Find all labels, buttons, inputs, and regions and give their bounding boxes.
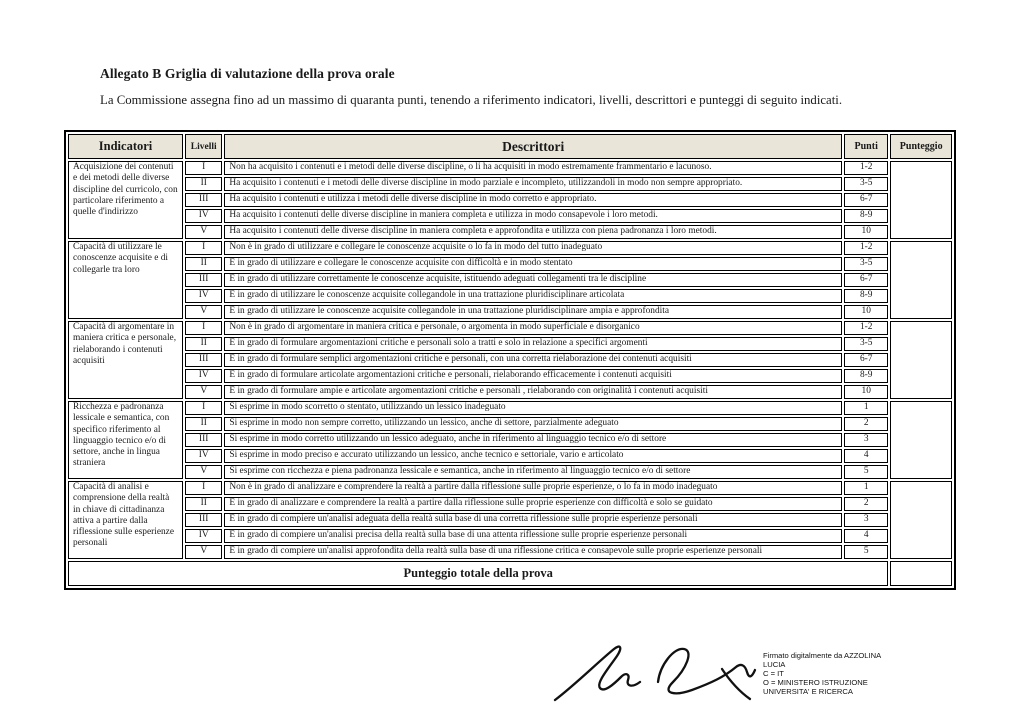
level-cell: IV: [185, 529, 222, 543]
punti-cell: 8-9: [844, 369, 888, 383]
descriptor-cell: Ha acquisito i contenuti delle diverse discipline in maniera completa e utilizza in modo consapevole i loro metodi.: [224, 209, 842, 223]
level-cell: V: [185, 225, 222, 239]
indicator-cell: Acquisizione dei contenuti e dei metodi delle diverse discipline del curricolo, con particolare riferimento a quelle d'indirizzo: [68, 161, 183, 239]
punti-cell: 1-2: [844, 161, 888, 175]
punteggio-cell: [890, 161, 952, 239]
level-cell: V: [185, 465, 222, 479]
punti-cell: 5: [844, 465, 888, 479]
descriptor-cell: Si esprime in modo scorretto o stentato, utilizzando un lessico inadeguato: [224, 401, 842, 415]
level-cell: I: [185, 321, 222, 335]
signature-line: LUCIA: [763, 660, 786, 670]
punti-cell: 3: [844, 433, 888, 447]
descriptor-cell: È in grado di formulare argomentazioni critiche e personali solo a tratti e solo in relazione a specifici argomenti: [224, 337, 842, 351]
table-row: [68, 273, 952, 287]
level-cell: I: [185, 481, 222, 495]
punti-cell: 3-5: [844, 257, 888, 271]
table-row: [68, 289, 952, 303]
table-row: [68, 465, 952, 479]
signature-line: O = MINISTERO ISTRUZIONE: [763, 678, 868, 688]
descriptor-cell: Si esprime con ricchezza e piena padronanza lessicale e semantica, anche in riferimento al linguaggio tecnico e/o di settore: [224, 465, 842, 479]
level-cell: I: [185, 241, 222, 255]
punti-cell: 10: [844, 305, 888, 319]
punti-cell: 1-2: [844, 241, 888, 255]
descriptor-cell: Ha acquisito i contenuti e utilizza i metodi delle diverse discipline in modo corretto e appropriato.: [224, 193, 842, 207]
indicator-cell: Ricchezza e padronanza lessicale e semantica, con specifico riferimento al linguaggio tecnico e/o di settore, anche in lingua straniera: [68, 401, 183, 479]
descriptor-cell: È in grado di compiere un'analisi approfondita della realtà sulla base di una riflessione critica e consapevole sulle proprie esperienze personali: [224, 545, 842, 559]
level-cell: II: [185, 497, 222, 511]
descriptor-cell: Si esprime in modo non sempre corretto, utilizzando un lessico, anche di settore, parzialmente adeguato: [224, 417, 842, 431]
descriptor-cell: È in grado di formulare semplici argomentazioni critiche e personali, con una corretta rielaborazione dei contenuti acquisiti: [224, 353, 842, 367]
punti-cell: 4: [844, 529, 888, 543]
descriptor-cell: È in grado di utilizzare le conoscenze acquisite collegandole in una trattazione pluridisciplinare articolata: [224, 289, 842, 303]
punti-cell: 1-2: [844, 321, 888, 335]
signature-block: [552, 636, 942, 711]
punti-cell: 10: [844, 225, 888, 239]
punteggio-cell: [890, 481, 952, 559]
table-row: [68, 497, 952, 511]
table-row: [68, 529, 952, 543]
level-cell: III: [185, 353, 222, 367]
punti-cell: 5: [844, 545, 888, 559]
document-title: Allegato B Griglia di valutazione della prova orale: [100, 66, 395, 81]
descriptor-cell: Non ha acquisito i contenuti e i metodi delle diverse discipline, o li ha acquisiti in modo estremamente frammentario e lacunoso.: [224, 161, 842, 175]
punteggio-cell: [890, 401, 952, 479]
level-cell: IV: [185, 289, 222, 303]
table-row: [68, 369, 952, 383]
punti-cell: 2: [844, 417, 888, 431]
level-cell: III: [185, 273, 222, 287]
punti-cell: 3-5: [844, 177, 888, 191]
table-row: [68, 353, 952, 367]
punti-cell: 3-5: [844, 337, 888, 351]
level-cell: I: [185, 401, 222, 415]
descriptor-cell: Si esprime in modo corretto utilizzando un lessico adeguato, anche in riferimento al linguaggio tecnico e/o di settore: [224, 433, 842, 447]
table-row: [68, 209, 952, 223]
level-cell: II: [185, 257, 222, 271]
table-row: [68, 241, 952, 255]
grid-body: [68, 161, 952, 586]
level-cell: II: [185, 177, 222, 191]
table-row: [68, 305, 952, 319]
descriptor-cell: Non è in grado di argomentare in maniera critica e personale, o argomenta in modo superficiale e disorganico: [224, 321, 842, 335]
indicator-cell: Capacità di analisi e comprensione della realtà in chiave di cittadinanza attiva a partire dalla riflessione sulle esperienze personali: [68, 481, 183, 559]
descriptor-cell: È in grado di compiere un'analisi precisa della realtà sulla base di una attenta riflessione sulle proprie esperienze personali: [224, 529, 842, 543]
level-cell: IV: [185, 209, 222, 223]
punti-cell: 6-7: [844, 273, 888, 287]
indicator-cell: Capacità di argomentare in maniera critica e personale, rielaborando i contenuti acquisiti: [68, 321, 183, 399]
table-row: [68, 513, 952, 527]
signature-scribble-icon: [552, 636, 757, 708]
table-row: [68, 385, 952, 399]
header-punti: Punti: [844, 134, 888, 159]
punti-cell: 10: [844, 385, 888, 399]
table-row: [68, 321, 952, 335]
descriptor-cell: È in grado di formulare articolate argomentazioni critiche e personali, rielaborando efficacemente i contenuti acquisiti: [224, 369, 842, 383]
table-row: [68, 449, 952, 463]
level-cell: III: [185, 513, 222, 527]
descriptor-cell: Si esprime in modo preciso e accurato utilizzando un lessico, anche tecnico e settoriale, vario e articolato: [224, 449, 842, 463]
punti-cell: 2: [844, 497, 888, 511]
level-cell: III: [185, 193, 222, 207]
intro-paragraph: La Commissione assegna fino ad un massimo di quaranta punti, tenendo a riferimento indicatori, livelli, descrittori e punteggi di seguito indicati.: [100, 93, 843, 107]
signature-line: Firmato digitalmente da AZZOLINA: [763, 651, 882, 660]
evaluation-grid-table: [64, 130, 956, 590]
punti-cell: 6-7: [844, 193, 888, 207]
punti-cell: 8-9: [844, 289, 888, 303]
level-cell: I: [185, 161, 222, 175]
total-label-cell: Punteggio totale della prova: [68, 561, 888, 586]
punteggio-cell: [890, 241, 952, 319]
header-livelli: Livelli: [185, 134, 222, 159]
punteggio-cell: [890, 321, 952, 399]
punti-cell: 1: [844, 481, 888, 495]
table-row: [68, 225, 952, 239]
table-row: [68, 401, 952, 415]
table-row: [68, 545, 952, 559]
total-row: [68, 561, 952, 586]
header-punteggio: Punteggio: [890, 134, 952, 159]
level-cell: V: [185, 385, 222, 399]
punti-cell: 4: [844, 449, 888, 463]
descriptor-cell: È in grado di analizzare e comprendere la realtà a partire dalla riflessione sulle proprie esperienze con difficoltà e solo se guidato: [224, 497, 842, 511]
header-indicatori: Indicatori: [68, 134, 183, 159]
signature-text: [763, 651, 881, 697]
level-cell: III: [185, 433, 222, 447]
table-row: [68, 161, 952, 175]
level-cell: V: [185, 305, 222, 319]
table-row: [68, 177, 952, 191]
descriptor-cell: È in grado di utilizzare le conoscenze acquisite collegandole in una trattazione pluridisciplinare ampia e approfondita: [224, 305, 842, 319]
table-row: [68, 193, 952, 207]
punti-cell: 8-9: [844, 209, 888, 223]
descriptor-cell: È in grado di utilizzare e collegare le conoscenze acquisite con difficoltà e in modo stentato: [224, 257, 842, 271]
table-row: [68, 417, 952, 431]
indicator-cell: Capacità di utilizzare le conoscenze acquisite e di collegarle tra loro: [68, 241, 183, 319]
table-row: [68, 337, 952, 351]
descriptor-cell: Non è in grado di analizzare e comprendere la realtà a partire dalla riflessione sulle proprie esperienze, o lo fa in modo inadeguato: [224, 481, 842, 495]
table-row: [68, 257, 952, 271]
signature-line: C = IT: [763, 669, 784, 679]
header-descrittori: Descrittori: [224, 134, 842, 159]
punti-cell: 1: [844, 401, 888, 415]
descriptor-cell: È in grado di formulare ampie e articolate argomentazioni critiche e personali , rielaborando con originalità i contenuti acquisiti: [224, 385, 842, 399]
descriptor-cell: Ha acquisito i contenuti delle diverse discipline in maniera completa e approfondita e utilizza con piena padronanza i loro metodi.: [224, 225, 842, 239]
level-cell: II: [185, 417, 222, 431]
punti-cell: 6-7: [844, 353, 888, 367]
header-row: [68, 134, 952, 159]
level-cell: IV: [185, 369, 222, 383]
table-row: [68, 433, 952, 447]
descriptor-cell: È in grado di utilizzare correttamente le conoscenze acquisite, istituendo adeguati collegamenti tra le discipline: [224, 273, 842, 287]
table-row: [68, 481, 952, 495]
signature-line: UNIVERSITA' E RICERCA: [763, 687, 853, 697]
punti-cell: 3: [844, 513, 888, 527]
descriptor-cell: Non è in grado di utilizzare e collegare le conoscenze acquisite o lo fa in modo del tutto inadeguato: [224, 241, 842, 255]
level-cell: V: [185, 545, 222, 559]
descriptor-cell: È in grado di compiere un'analisi adeguata della realtà sulla base di una corretta riflessione sulle proprie esperienze personali: [224, 513, 842, 527]
descriptor-cell: Ha acquisito i contenuti e i metodi delle diverse discipline in modo parziale e incompleto, utilizzandoli in modo non sempre appropriato.: [224, 177, 842, 191]
total-punteggio-cell: [890, 561, 952, 586]
level-cell: IV: [185, 449, 222, 463]
level-cell: II: [185, 337, 222, 351]
